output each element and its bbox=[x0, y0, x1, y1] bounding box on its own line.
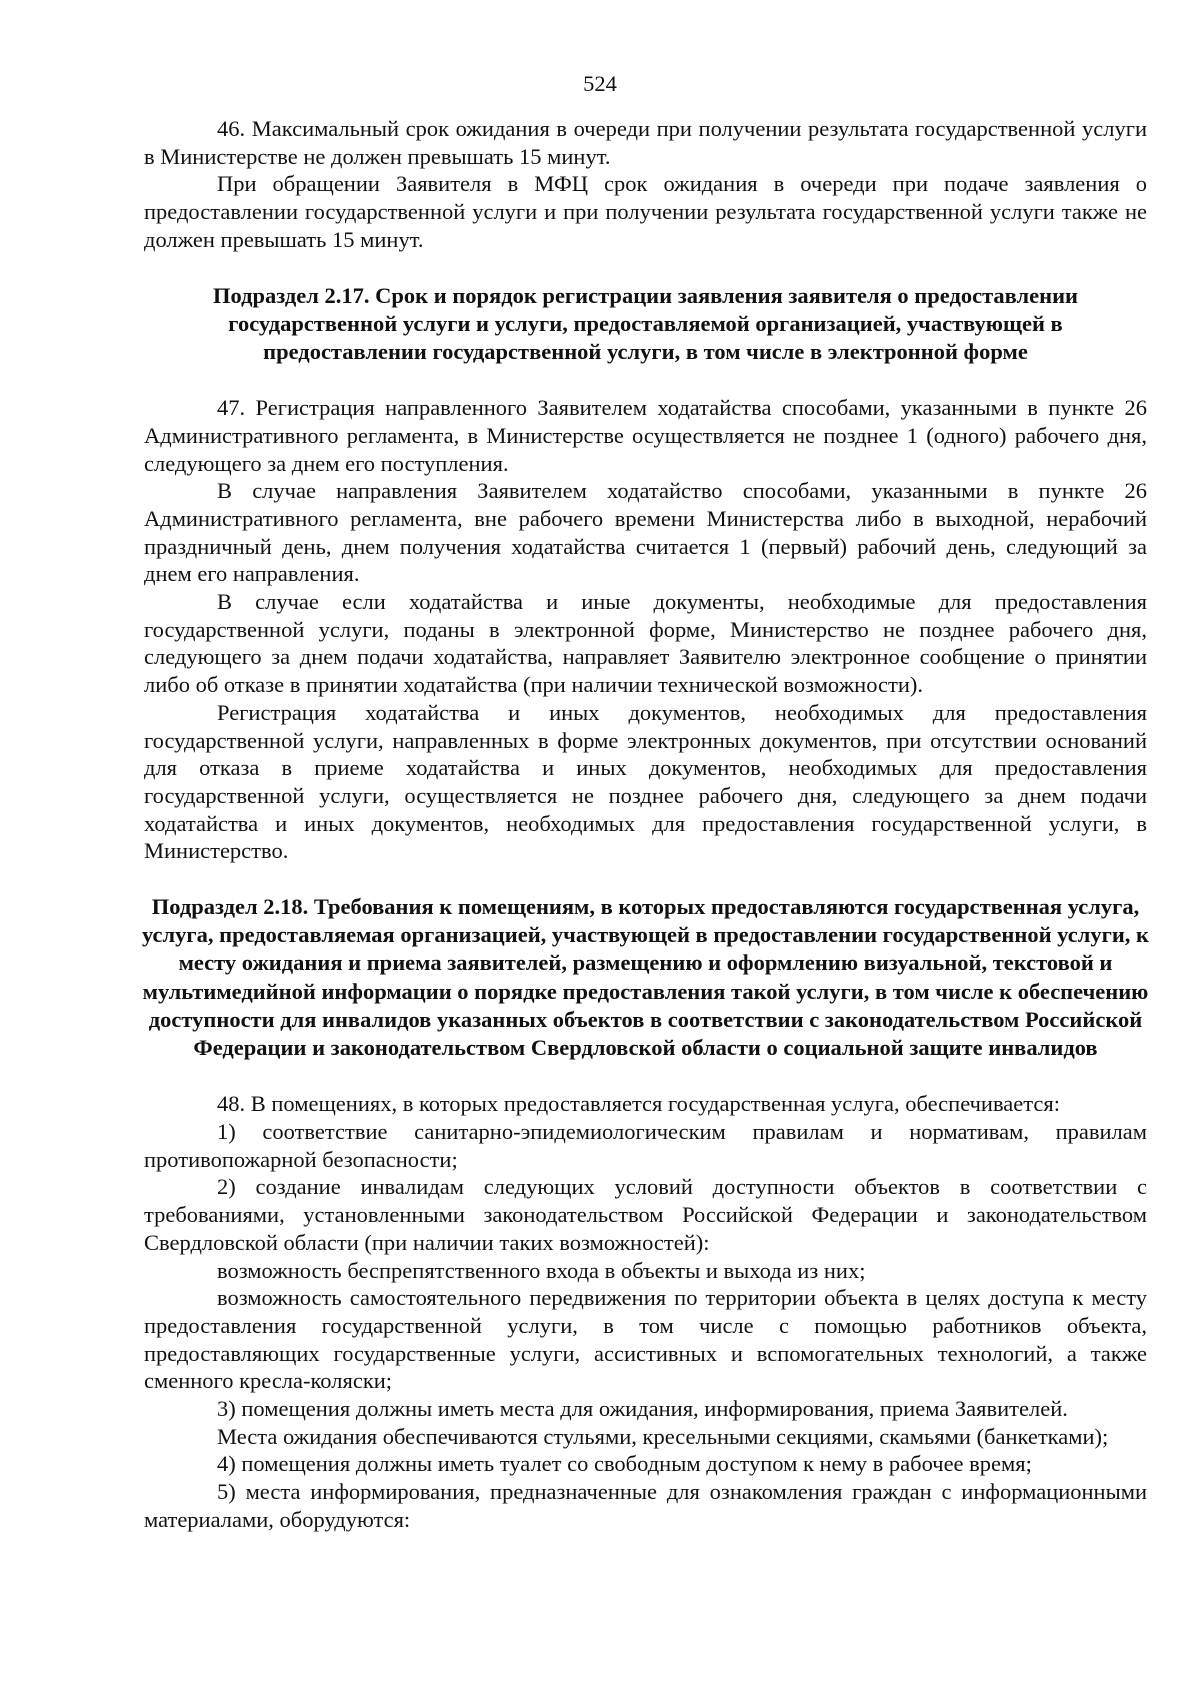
spacer bbox=[144, 366, 1147, 394]
paragraph: 47. Регистрация направленного Заявителем ходатайства способами, указанными в пункте 26 Административного регламента, в Министерстве осуществляется не позднее 1 (одного) рабочего дня, следующего за днем его поступления. bbox=[144, 395, 1147, 476]
paragraph: Регистрация ходатайства и иных документов, необходимых для предоставления государственной услуги, направленных в форме электронных документов, при отсутствии оснований для отказа в приеме ходатайства и иных документов, необходимых для предоставления государственной услуги, осуществляется не позднее рабочего дня, следующего за днем подачи ходатайства и иных документов, необходимых для предоставления государственной услуги, в Министерство. bbox=[144, 699, 1147, 864]
page-number: 524 bbox=[583, 71, 617, 96]
spacer bbox=[144, 254, 1147, 282]
list-item: 4) помещения должны иметь туалет со свободным доступом к нему в рабочее время; bbox=[217, 1451, 1032, 1477]
paragraph: возможность беспрепятственного входа в объекты и выхода из них; bbox=[217, 1257, 866, 1283]
section-heading: Подраздел 2.17. Срок и порядок регистрации заявления заявителя о предоставлении государственной услуги и услуги, предоставляемой организацией, участвующей в предоставлении государственной услуги, в том числе в электронной форме bbox=[213, 282, 1078, 364]
document-body bbox=[141, 115, 1149, 1534]
paragraph: Места ожидания обеспечиваются стульями, кресельными секциями, скамьями (банкетками); bbox=[217, 1423, 1109, 1449]
paragraph: В случае если ходатайства и иные документы, необходимые для предоставления государственной услуги, поданы в электронной форме, Министерство не позднее рабочего дня, следующего за днем подачи ходатайства, направляет Заявителю электронное сообщение о принятии либо об отказе в принятии ходатайства (при наличии технической возможности). bbox=[144, 589, 1147, 698]
paragraph: При обращении Заявителя в МФЦ срок ожидания в очереди при подаче заявления о предоставлении государственной услуги и при получении результата государственной услуги также не должен превышать 15 минут. bbox=[144, 171, 1147, 252]
paragraph: 46. Максимальный срок ожидания в очереди при получении результата государственной услуги в Министерстве не должен превышать 15 минут. bbox=[144, 116, 1147, 169]
spacer bbox=[144, 865, 1147, 893]
list-item: 1) соответствие санитарно-эпидемиологическим правилам и нормативам, правилам противопожарной безопасности; bbox=[144, 1119, 1147, 1172]
spacer bbox=[144, 1062, 1147, 1090]
list-item: 5) места информирования, предназначенные для ознакомления граждан с информационными материалами, оборудуются: bbox=[144, 1479, 1147, 1532]
section-heading: Подраздел 2.18. Требования к помещениям, в которых предоставляются государственная услуга, услуга, предоставляемая организацией, участвующей в предоставлении государственной услуги, к месту ожидания и приема заявителей, размещению и оформлению визуальной, текстовой и мультимедийной информации о порядке предоставления такой услуги, в том числе к обеспечению доступности для инвалидов указанных объектов в соответствии с законодательством Российской Федерации и законодательством Свердловской области о социальной защите инвалидов bbox=[141, 894, 1149, 1061]
paragraph: В случае направления Заявителем ходатайство способами, указанными в пункте 26 Административного регламента, вне рабочего времени Министерства либо в выходной, нерабочий праздничный день, днем получения ходатайства считается 1 (первый) рабочий день, следующий за днем его направления. bbox=[144, 478, 1147, 587]
list-item: 3) помещения должны иметь места для ожидания, информирования, приема Заявителей. bbox=[217, 1396, 1068, 1422]
list-item: 2) создание инвалидам следующих условий доступности объектов в соответствии с требованиями, установленными законодательством Российской Федерации и законодательством Свердловской области (при наличии таких возможностей): bbox=[144, 1174, 1147, 1255]
paragraph: возможность самостоятельного передвижения по территории объекта в целях доступа к месту предоставления государственной услуги, в том числе с помощью работников объекта, предоставляющих государственные услуги, ассистивных и вспомогательных технологий, а также сменного кресла-коляски; bbox=[144, 1285, 1147, 1394]
paragraph: 48. В помещениях, в которых предоставляется государственная услуга, обеспечивается: bbox=[217, 1091, 1060, 1117]
